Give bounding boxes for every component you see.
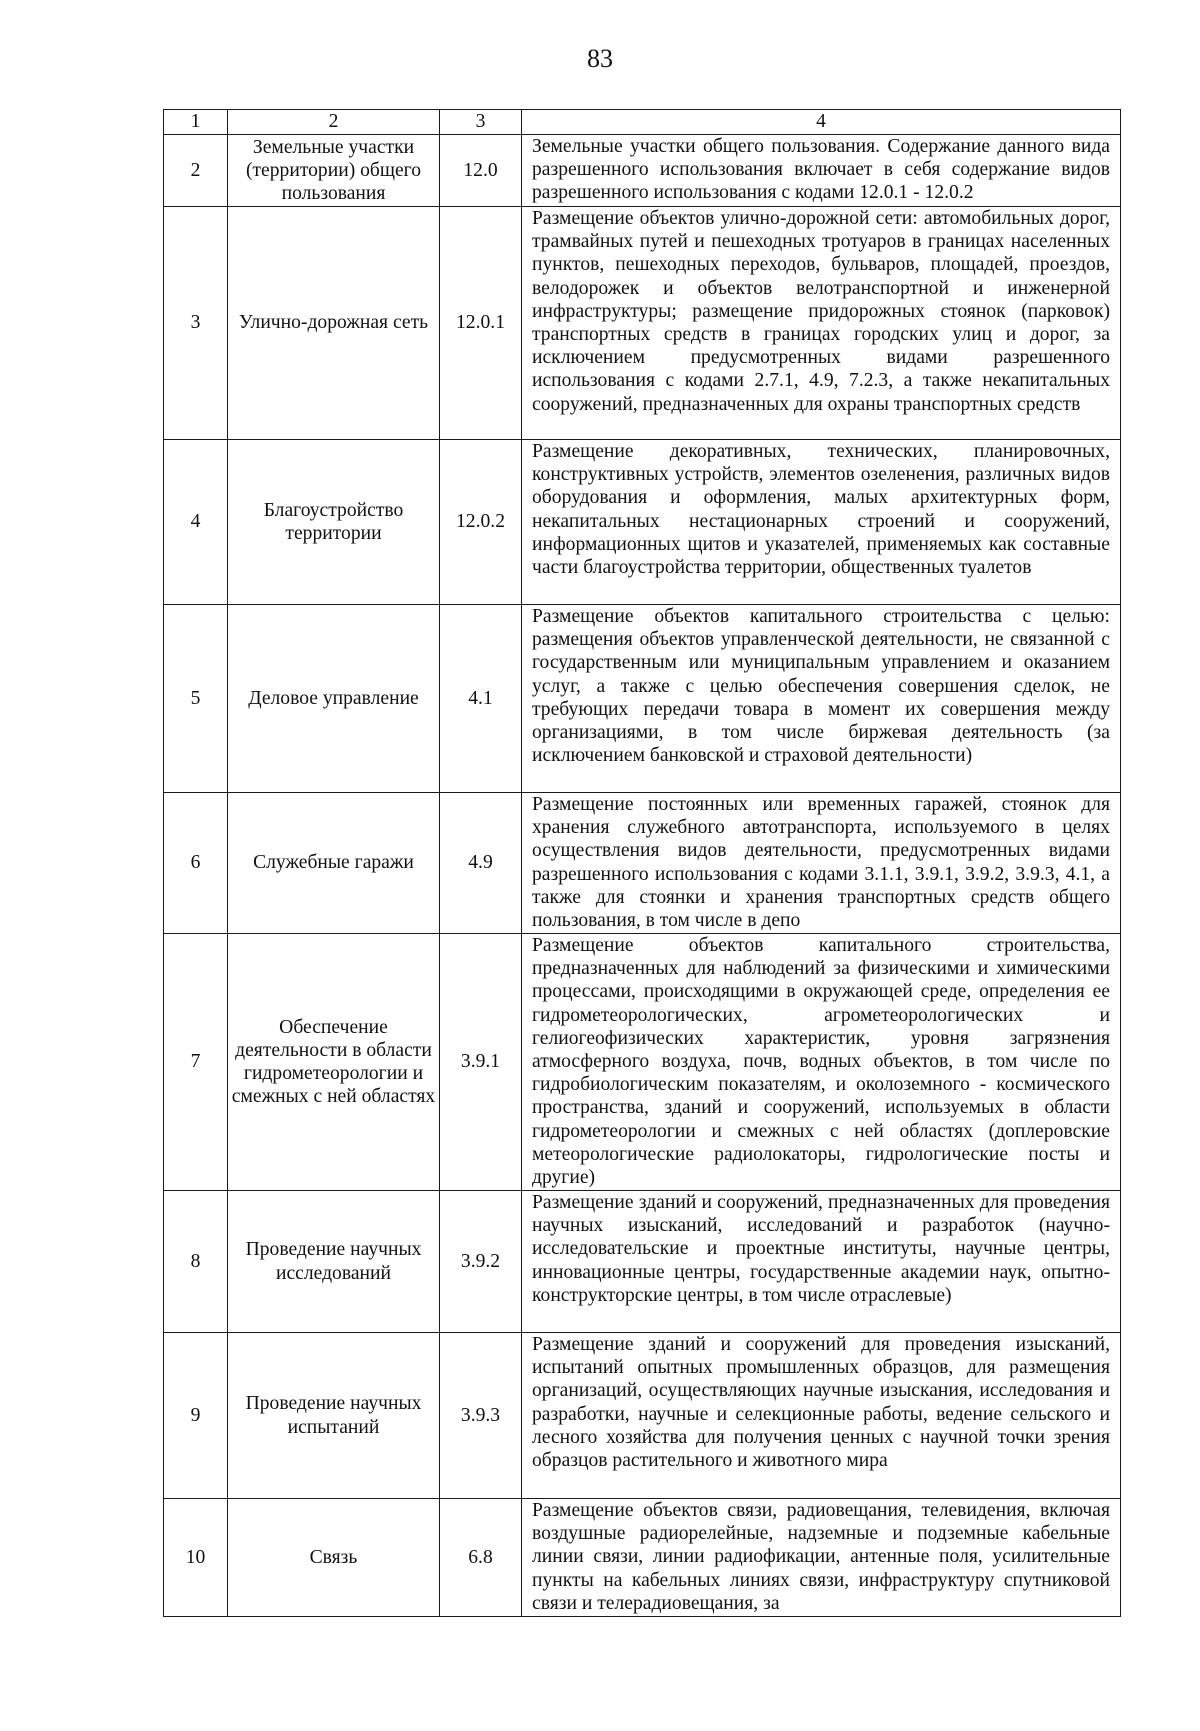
use-type-name: Деловое управление	[228, 605, 440, 793]
row-number: 5	[164, 605, 228, 793]
row-number: 9	[164, 1333, 228, 1499]
use-type-description: Размещение объектов капитального строительства с целью: размещения объектов управленческой деятельности, не связанной с государственным или муниципальным управлением и оказанием услуг, а также с целью обеспечения совершения сделок, не требующих передачи товара в момент их совершения между организациями, в том числе биржевая деятельность (за исключением банковской и страховой деятельности)	[522, 605, 1121, 793]
row-number: 3	[164, 207, 228, 440]
header-cell: 4	[522, 110, 1121, 135]
use-type-name: Проведение научных исследований	[228, 1191, 440, 1333]
table-row	[164, 1499, 1121, 1617]
use-type-name: Связь	[228, 1499, 440, 1617]
table-row	[164, 440, 1121, 605]
use-type-code: 3.9.2	[440, 1191, 522, 1333]
use-type-description: Размещение объектов капитального строительства, предназначенных для наблюдений за физическими и химическими процессами, происходящими в окружающей среде, определения ее гидрометеорологических, агрометеорологических и гелиогеофизических характеристик, уровня загрязнения атмосферного воздуха, почв, водных объектов, в том числе по гидробиологическим показателям, и околоземного - космического пространства, зданий и сооружений, используемых в области гидрометеорологии и смежных с ней областях (доплеровские метеорологические радиолокаторы, гидрологические посты и другие)	[522, 934, 1121, 1191]
header-cell: 1	[164, 110, 228, 135]
table-row	[164, 207, 1121, 440]
row-number: 10	[164, 1499, 228, 1617]
table-header-row	[164, 110, 1121, 135]
use-type-description: Размещение постоянных или временных гаражей, стоянок для хранения служебного автотранспорта, используемого в целях осуществления видов деятельности, предусмотренных видами разрешенного использования с кодами 3.1.1, 3.9.1, 3.9.2, 3.9.3, 4.1, а также для стоянки и хранения транспортных средств общего пользования, в том числе в депо	[522, 793, 1121, 934]
page-number: 83	[587, 44, 613, 73]
use-type-code: 12.0	[440, 135, 522, 207]
header-cell: 2	[228, 110, 440, 135]
use-type-code: 6.8	[440, 1499, 522, 1617]
use-type-description: Размещение зданий и сооружений для проведения изысканий, испытаний опытных промышленных образцов, для размещения организаций, осуществляющих научные изыскания, исследования и разработки, научные и селекционные работы, ведение сельского и лесного хозяйства для получения ценных с научной точки зрения образцов растительного и животного мира	[522, 1333, 1121, 1499]
use-type-description: Размещение объектов связи, радиовещания, телевидения, включая воздушные радиорелейные, надземные и подземные кабельные линии связи, линии радиофикации, антенные поля, усилительные пункты на кабельных линиях связи, инфраструктуру спутниковой связи и телерадиовещания, за	[522, 1499, 1121, 1617]
table-row	[164, 135, 1121, 207]
table-row	[164, 1333, 1121, 1499]
header-cell: 3	[440, 110, 522, 135]
table-row	[164, 1191, 1121, 1333]
row-number: 6	[164, 793, 228, 934]
table-row	[164, 793, 1121, 934]
table-row	[164, 934, 1121, 1191]
use-type-code: 3.9.3	[440, 1333, 522, 1499]
use-type-description: Размещение декоративных, технических, планировочных, конструктивных устройств, элементов озеленения, различных видов оборудования и оформления, малых архитектурных форм, некапитальных нестационарных строений и сооружений, информационных щитов и указателей, применяемых как составные части благоустройства территории, общественных туалетов	[522, 440, 1121, 605]
use-type-code: 4.1	[440, 605, 522, 793]
land-use-table	[163, 109, 1121, 1617]
use-type-code: 4.9	[440, 793, 522, 934]
use-type-code: 12.0.2	[440, 440, 522, 605]
row-number: 2	[164, 135, 228, 207]
use-type-code: 12.0.1	[440, 207, 522, 440]
use-type-name: Обеспечение деятельности в области гидрометеорологии и смежных с ней областях	[228, 934, 440, 1191]
use-type-name: Улично-дорожная сеть	[228, 207, 440, 440]
use-type-name: Благоустройство территории	[228, 440, 440, 605]
use-type-name: Служебные гаражи	[228, 793, 440, 934]
row-number: 4	[164, 440, 228, 605]
row-number: 7	[164, 934, 228, 1191]
row-number: 8	[164, 1191, 228, 1333]
use-type-name: Земельные участки (территории) общего пользования	[228, 135, 440, 207]
use-type-code: 3.9.1	[440, 934, 522, 1191]
use-type-description: Размещение объектов улично-дорожной сети: автомобильных дорог, трамвайных путей и пешеходных тротуаров в границах населенных пунктов, пешеходных переходов, бульваров, площадей, проездов, велодорожек и объектов велотранспортной и инженерной инфраструктуры; размещение придорожных стоянок (парковок) транспортных средств в границах городских улиц и дорог, за исключением предусмотренных видами разрешенного использования с кодами 2.7.1, 4.9, 7.2.3, а также некапитальных сооружений, предназначенных для охраны транспортных средств	[522, 207, 1121, 440]
use-type-name: Проведение научных испытаний	[228, 1333, 440, 1499]
table-row	[164, 605, 1121, 793]
use-type-description: Размещение зданий и сооружений, предназначенных для проведения научных изысканий, исследований и разработок (научно-исследовательские и проектные институты, научные центры, инновационные центры, государственные академии наук, опытно-конструкторские центры, в том числе отраслевые)	[522, 1191, 1121, 1333]
use-type-description: Земельные участки общего пользования. Содержание данного вида разрешенного использования включает в себя содержание видов разрешенного использования с кодами 12.0.1 - 12.0.2	[522, 135, 1121, 207]
